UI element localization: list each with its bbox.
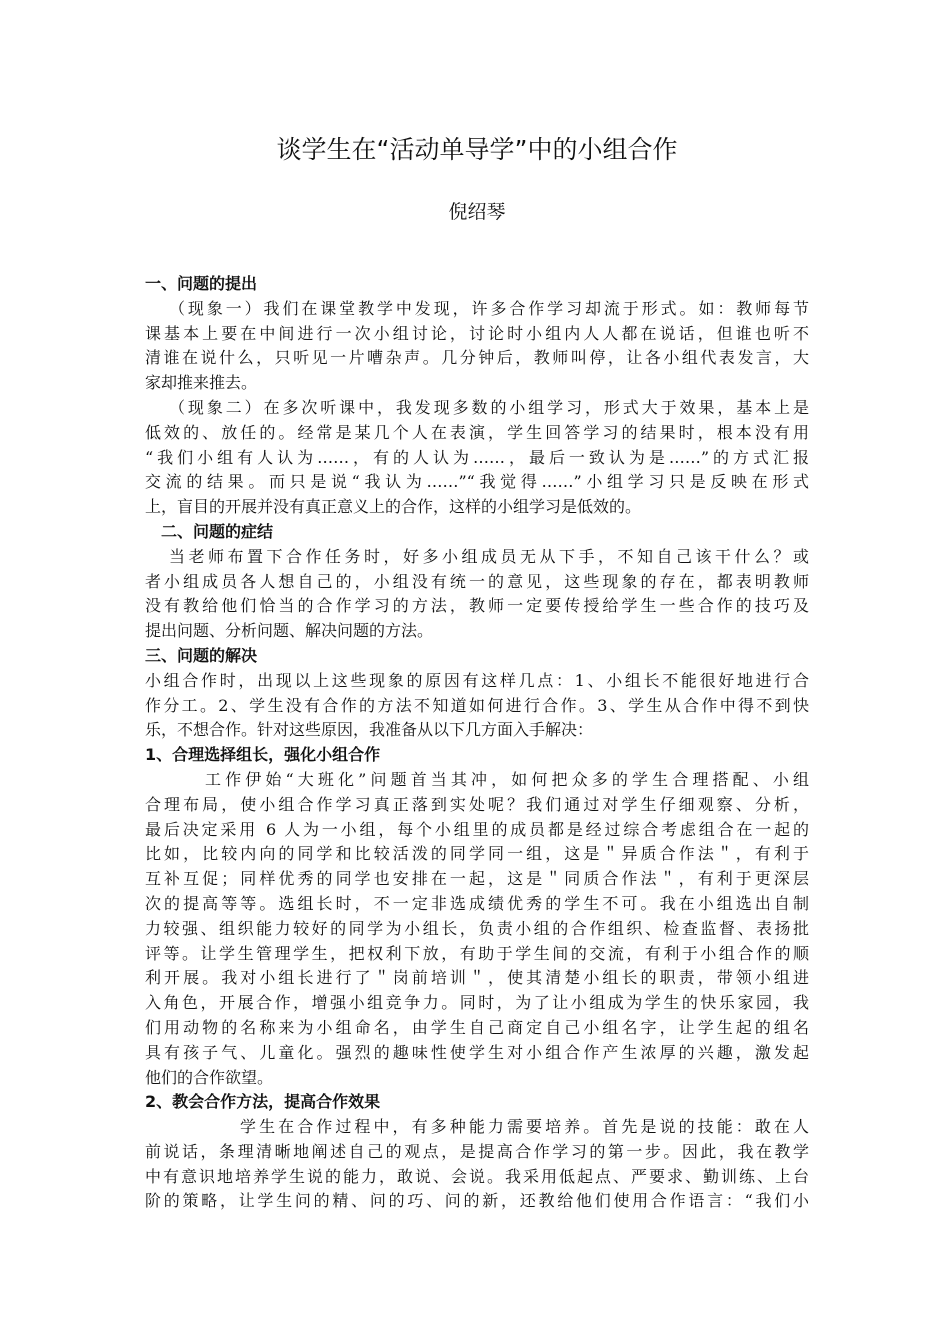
section-heading: 二、问题的症结 <box>161 521 274 541</box>
paragraph-line: 评等。让学生管理学生，把权利下放，有助于学生间的交流，有利于小组合作的顺 <box>145 943 809 963</box>
paragraph-line: 力较强、组织能力较好的同学为小组长，负责小组的合作组织、检查监督、表扬批 <box>145 918 809 938</box>
paragraph-line: 最后决定采用 6 人为一小组，每个小组里的成员都是经过综合考虑组合在一起的 <box>145 819 809 839</box>
document-title: 谈学生在“活动单导学”中的小组合作 <box>276 135 678 164</box>
paragraph-line: 上，盲目的开展并没有真正意义上的合作，这样的小组学习是低效的。 <box>145 497 642 517</box>
paragraph-line: 当老师布置下合作任务时，好多小组成员无从下手，不知自己该干什么？或 <box>169 546 809 566</box>
paragraph-line: 比如，比较内向的同学和比较活泼的同学同一组，这是＂异质合作法＂，有利于 <box>145 844 809 864</box>
paragraph-line: 学生在合作过程中，有多种能力需要培养。首先是说的技能：敢在人 <box>240 1117 809 1137</box>
paragraph-line: 合理布局，使小组合作学习真正落到实处呢？我们通过对学生仔细观察、分析， <box>145 794 809 814</box>
paragraph-line: 前说话，条理清晰地阐述自己的观点，是提高合作学习的第一步。因此，我在教学 <box>145 1141 809 1161</box>
paragraph-line: 阶的策略，让学生问的精、问的巧、问的新，还教给他们使用合作语言：“我们小 <box>145 1191 809 1211</box>
document-author: 倪绍琴 <box>448 201 506 223</box>
paragraph-line: 具有孩子气、儿童化。强烈的趣味性使学生对小组合作产生浓厚的兴趣，激发起 <box>145 1042 809 1062</box>
paragraph-line: 清谁在说什么，只听见一片嘈杂声。几分钟后，教师叫停，让各小组代表发言，大 <box>145 348 809 368</box>
paragraph-line: 家却推来推去。 <box>145 373 258 393</box>
section-heading: 一、问题的提出 <box>145 274 258 293</box>
paragraph-line: 工作伊始“大班化”问题首当其冲，如何把众多的学生合理搭配、小组 <box>205 769 809 789</box>
paragraph-line: （现象一）我们在课堂教学中发现，许多合作学习却流于形式。如：教师每节 <box>169 298 809 318</box>
paragraph-line: 低效的、放任的。经常是某几个人在表演，学生回答学习的结果时，根本没有用 <box>145 422 809 442</box>
paragraph-line: 小组合作时，出现以上这些现象的原因有这样几点：1、小组长不能很好地进行合 <box>145 670 809 690</box>
paragraph-line: 作分工。2、学生没有合作的方法不知道如何进行合作。3、学生从合作中得不到快 <box>145 695 809 715</box>
paragraph-line: 提出问题、分析问题、解决问题的方法。 <box>145 621 434 641</box>
paragraph-line: 没有教给他们恰当的合作学习的方法，教师一定要传授给学生一些合作的技巧及 <box>145 596 809 616</box>
paragraph-line: 利开展。我对小组长进行了＂岗前培训＂，使其清楚小组长的职责，带领小组进 <box>145 968 809 988</box>
paragraph-line: 入角色，开展合作，增强小组竞争力。同时，为了让小组成为学生的快乐家园，我 <box>145 993 809 1013</box>
paragraph-line: 互补互促；同样优秀的同学也安排在一起，这是＂同质合作法＂，有利于更深层 <box>145 869 809 889</box>
section-heading: 三、问题的解决 <box>145 645 258 665</box>
document-body <box>145 272 809 1214</box>
paragraph-line: 们用动物的名称来为小组命名，由学生自己商定自己小组名字，让学生起的组名 <box>145 1017 809 1037</box>
paragraph-line: 乐，不想合作。针对这些原因，我准备从以下几方面入手解决： <box>145 720 594 740</box>
paragraph-line: 他们的合作欲望。 <box>145 1067 274 1087</box>
paragraph-line: 课基本上要在中间进行一次小组讨论，讨论时小组内人人都在说话，但谁也听不 <box>145 323 809 343</box>
paragraph-line: （现象二）在多次听课中，我发现多数的小组学习，形式大于效果，基本上是 <box>169 397 809 417</box>
paragraph-line: 次的提高等等。选组长时，不一定非选成绩优秀的学生不可。我在小组选出自制 <box>145 893 809 913</box>
paragraph-line: 中有意识地培养学生说的能力，敢说、会说。我采用低起点、严要求、勤训练、上台 <box>145 1166 809 1186</box>
paragraph-line: “我们小组有人认为……，有的人认为……，最后一致认为是……”的方式汇报 <box>145 447 809 467</box>
paragraph-line: 者小组成员各人想自己的，小组没有统一的意见，这些现象的存在，都表明教师 <box>145 571 809 591</box>
section-heading: 1、合理选择组长，强化小组合作 <box>145 745 381 765</box>
section-heading: 2、教会合作方法，提高合作效果 <box>145 1092 381 1112</box>
paragraph-line: 交流的结果。而只是说“我认为……”“我觉得……”小组学习只是反映在形式 <box>145 472 809 492</box>
